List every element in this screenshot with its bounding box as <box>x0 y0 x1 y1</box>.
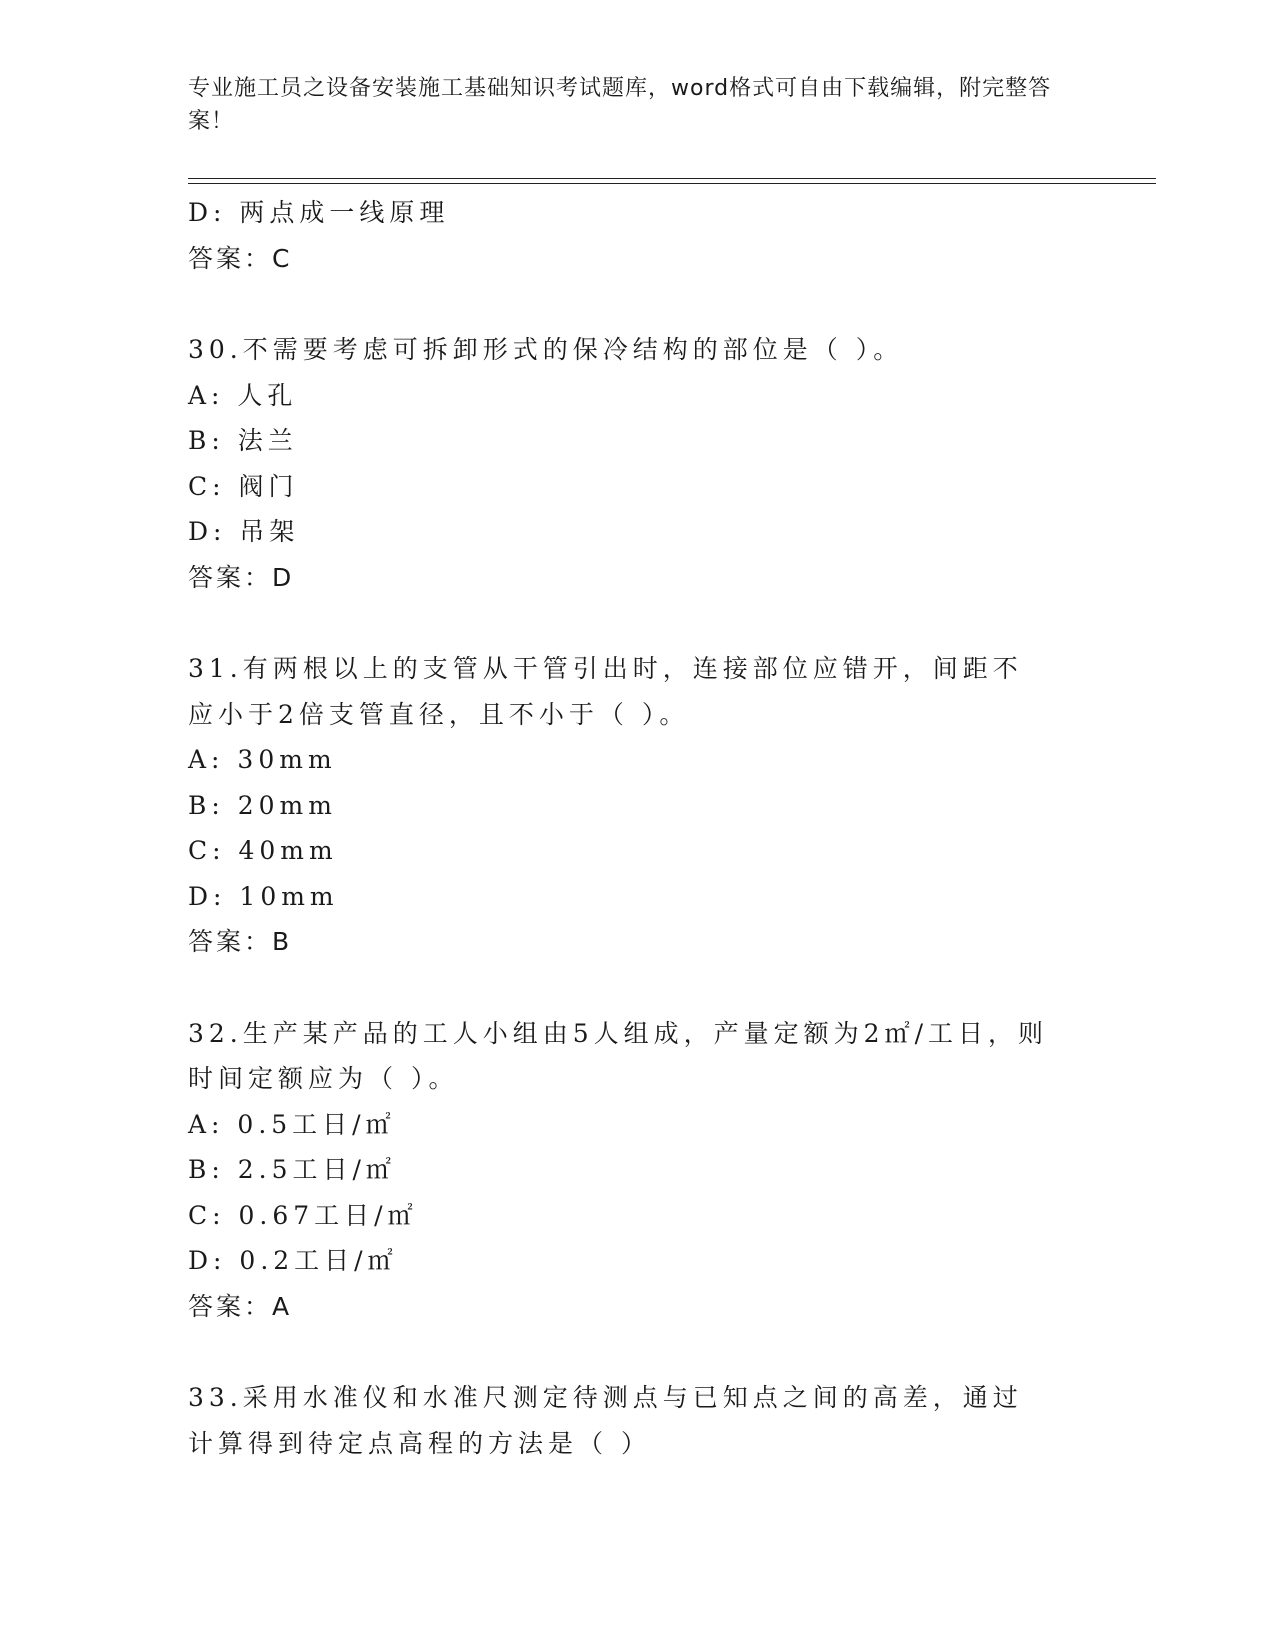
option-d: D: 两点成一线原理 <box>188 198 450 227</box>
option-b: B: 法兰 <box>188 426 298 455</box>
question-stem: 33.采用水准仪和水准尺测定待测点与已知点之间的高差，通过计算得到待定点高程的方法是（ ） <box>188 1383 1023 1458</box>
header-divider-bottom <box>188 183 1156 184</box>
question-stem: 30.不需要考虑可拆卸形式的保冷结构的部位是（ ）。 <box>188 335 904 364</box>
answer: 答案：C <box>188 243 293 273</box>
spacer <box>188 1329 1088 1375</box>
option-c: C: 阀门 <box>188 471 299 501</box>
spacer <box>188 965 1088 1011</box>
option-b: B: 20mm <box>188 790 337 820</box>
question-30 <box>188 327 1088 600</box>
option-c: C: 40mm <box>188 836 338 865</box>
option-a: A: 30mm <box>188 745 337 774</box>
header-divider-top <box>188 178 1156 179</box>
option-a: A: 人孔 <box>188 380 298 410</box>
question-stem: 32.生产某产品的工人小组由5人组成，产量定额为2㎡/工日，则时间定额应为（ ）。 <box>188 1018 1048 1093</box>
option-b: B: 2.5工日/㎡ <box>188 1155 396 1184</box>
option-d: D: 吊架 <box>188 517 300 546</box>
answer: 答案：B <box>188 927 293 956</box>
question-33 <box>188 1375 1088 1466</box>
question-stem: 31.有两根以上的支管从干管引出时，连接部位应错开，间距不应小于2倍支管直径，且不小于（ ）。 <box>188 654 1023 729</box>
question-content <box>188 190 1088 1466</box>
option-d: D: 0.2工日/㎡ <box>188 1246 398 1275</box>
document-header: 专业施工员之设备安装施工基础知识考试题库，word格式可自由下载编辑，附完整答案！ <box>188 76 1052 134</box>
question-31 <box>188 646 1088 965</box>
answer: 答案：D <box>188 562 295 592</box>
spacer <box>188 600 1088 646</box>
spacer <box>188 281 1088 327</box>
option-d: D: 10mm <box>188 881 339 911</box>
question-32 <box>188 1011 1088 1330</box>
option-c: C: 0.67工日/㎡ <box>188 1200 418 1230</box>
option-a: A: 0.5工日/㎡ <box>188 1109 396 1139</box>
answer: 答案：A <box>188 1291 293 1321</box>
